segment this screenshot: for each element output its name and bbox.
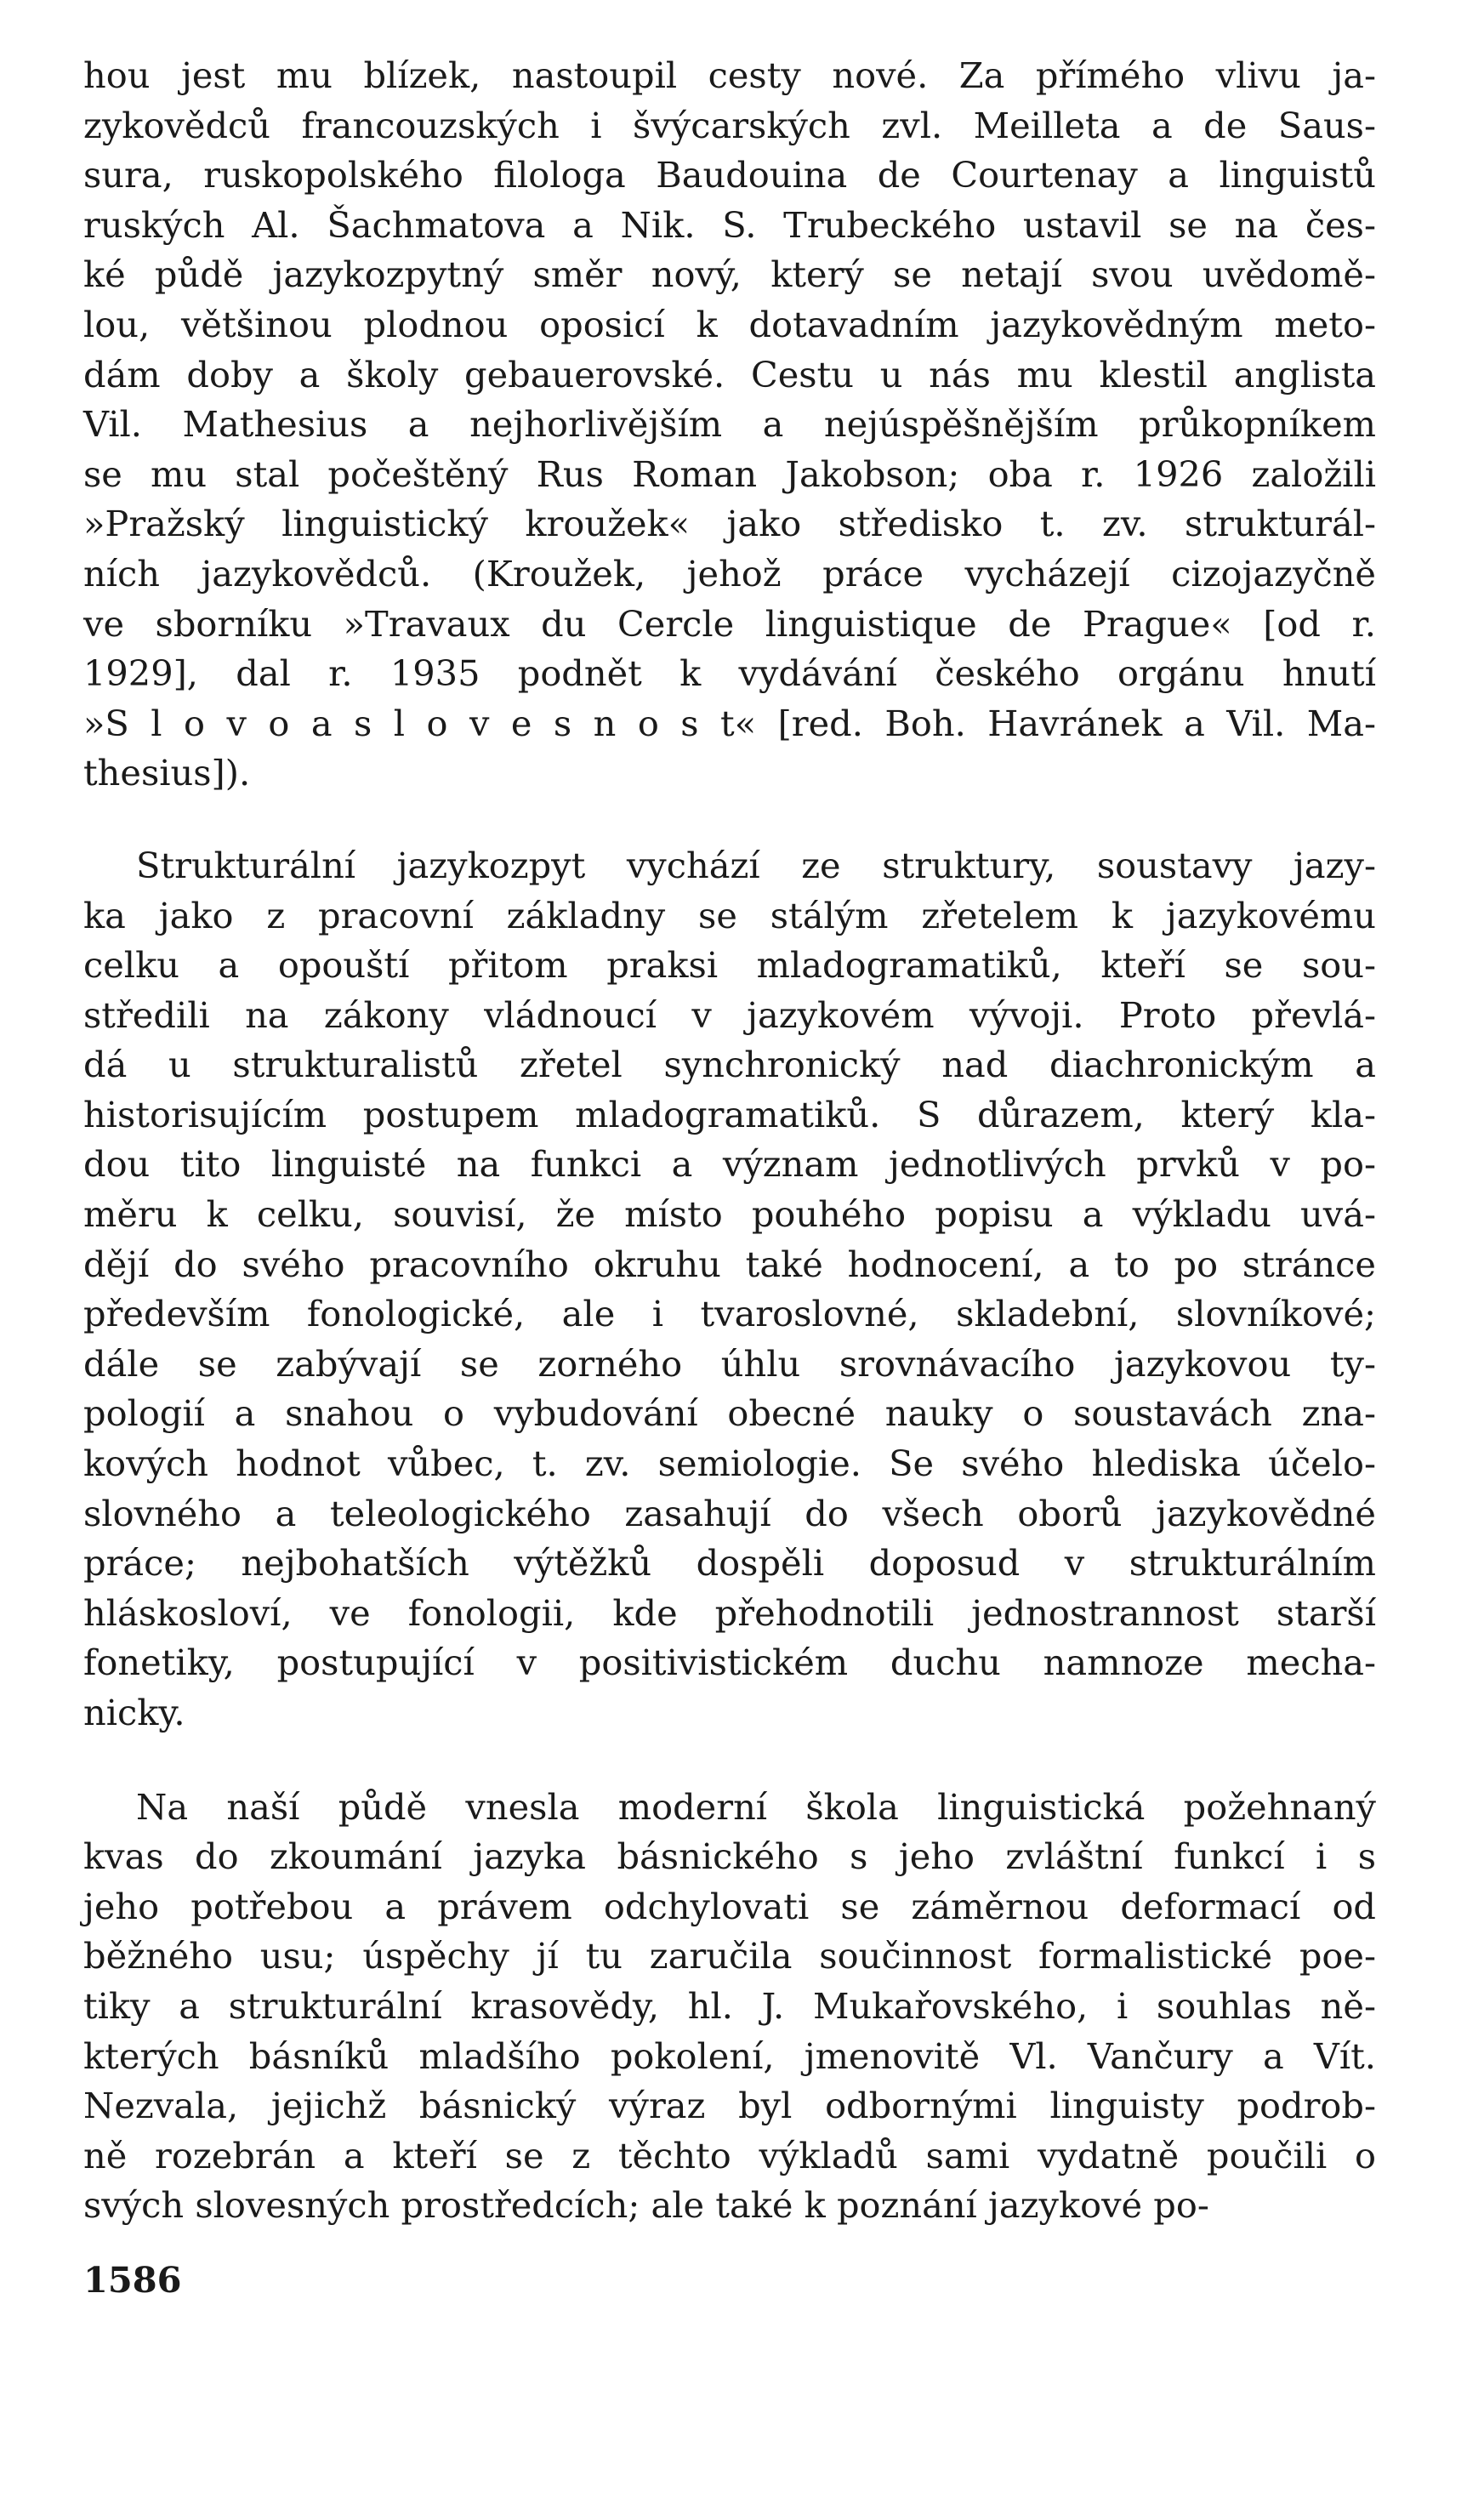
text-line: Na naší půdě vnesla moderní škola linguistická požehnaný (136, 1785, 1376, 1828)
text-line: jeho potřebou a právem odchylovati se záměrnou deformací od (83, 1885, 1376, 1927)
text-line: nicky. (83, 1692, 185, 1733)
text-line: ké půdě jazykozpytný směr nový, který se netají svou uvědomě- (83, 253, 1376, 296)
paragraph-1 (83, 51, 1376, 799)
text-line: dou tito linguisté na funkci a význam jednotlivých prvků v po- (83, 1143, 1376, 1186)
text-line: běžného usu; úspěchy jí tu zaručila součinnost formalistické poe- (83, 1935, 1376, 1977)
text-line: lou, většinou plodnou oposicí k dotavadním jazykovědným meto- (83, 303, 1376, 345)
text-line: práce; nejbohatších výtěžků dospěli doposud v strukturálním (83, 1542, 1376, 1585)
text-line: Strukturální jazykozpyt vychází ze struktury, soustavy jazy- (136, 844, 1376, 886)
text-line: slovného a teleologického zasahují do všech oborů jazykovědné (83, 1492, 1376, 1534)
text-line: celku a opouští přitom praksi mladogramatiků, kteří se sou- (83, 944, 1376, 987)
text-line: ve sborníku »Travaux du Cercle linguistique de Prague« [od r. (83, 602, 1376, 645)
text-line: dějí do svého pracovního okruhu také hodnocení, a to po stránce (83, 1243, 1376, 1285)
text-line: dám doby a školy gebauerovské. Cestu u nás mu klestil anglista (83, 353, 1376, 395)
text-line: středili na zákony vládnoucí v jazykovém vývoji. Proto převlá- (83, 993, 1376, 1036)
text-line: »S l o v o a s l o v e s n o s t« [red. Boh. Havránek a Vil. Ma- (83, 702, 1376, 744)
text-line: hou jest mu blízek, nastoupil cesty nové. Za přímého vlivu ja- (83, 54, 1376, 96)
text-line: Vil. Mathesius a nejhorlivějším a nejúspěšnějším průkopníkem (83, 403, 1376, 446)
text-line: ně rozebrán a kteří se z těchto výkladů sami vydatně poučili o (83, 2134, 1376, 2176)
text-line: ních jazykovědců. (Kroužek, jehož práce vycházejí cizojazyčně (83, 552, 1376, 595)
text-line: kvas do zkoumání jazyka básnického s jeho zvláštní funkcí i s (83, 1835, 1376, 1878)
text-line: měru k celku, souvisí, že místo pouhého popisu a výkladu uvá- (83, 1193, 1376, 1236)
text-line: thesius]). (83, 752, 251, 794)
text-line: zykovědců francouzských i švýcarských zvl. Meilleta a de Saus- (83, 104, 1376, 146)
text-line: historisujícím postupem mladogramatiků. S důrazem, který kla- (83, 1093, 1376, 1135)
text-line: tiky a strukturální krasovědy, hl. J. Mukařovského, i souhlas ně- (83, 1984, 1376, 2027)
text-line: Nezvala, jejichž básnický výraz byl odbornými linguisty podrob- (83, 2085, 1376, 2127)
page-body (83, 51, 1376, 2231)
text-line: především fonologické, ale i tvaroslovné, skladební, slovníkové; (83, 1293, 1376, 1335)
paragraph-2 (83, 841, 1376, 1738)
text-line: dá u strukturalistů zřetel synchronický nad diachronickým a (83, 1044, 1376, 1086)
text-line: »Pražský linguistický kroužek« jako středisko t. zv. strukturál- (83, 503, 1376, 545)
text-line: ka jako z pracovní základny se stálým zřetelem k jazykovému (83, 894, 1376, 936)
text-line: pologií a snahou o vybudování obecné nauky o soustavách zna- (83, 1392, 1376, 1435)
page-number: 1586 (83, 2259, 182, 2301)
paragraph-3 (83, 1783, 1376, 2231)
text-line: kových hodnot vůbec, t. zv. semiologie. Se svého hlediska účelo- (83, 1442, 1376, 1485)
text-line: kterých básníků mladšího pokolení, jmenovitě Vl. Vančury a Vít. (83, 2034, 1376, 2077)
text-line: ruských Al. Šachmatova a Nik. S. Trubeckého ustavil se na čes- (83, 203, 1376, 246)
text-line: sura, ruskopolského filologa Baudouina de Courtenay a linguistů (83, 154, 1376, 196)
text-line: se mu stal počeštěný Rus Roman Jakobson; oba r. 1926 založili (83, 452, 1376, 495)
text-line: 1929], dal r. 1935 podnět k vydávání českého orgánu hnutí (83, 652, 1376, 695)
text-line: hláskosloví, ve fonologii, kde přehodnotili jednostrannost starší (83, 1591, 1376, 1634)
text-line: svých slovesných prostředcích; ale také k poznání jazykové po- (83, 2184, 1209, 2227)
text-line: fonetiky, postupující v positivistickém duchu namnoze mecha- (83, 1642, 1376, 1684)
text-line: dále se zabývají se zorného úhlu srovnávacího jazykovou ty- (83, 1342, 1376, 1385)
